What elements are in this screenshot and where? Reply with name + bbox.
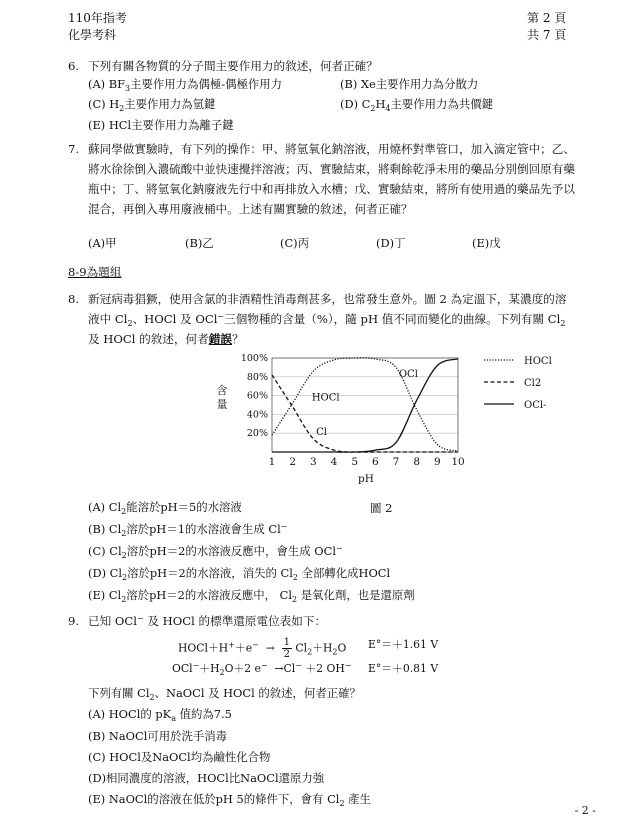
x-axis-label: pH — [358, 473, 374, 485]
label-cl2: Cl — [316, 427, 328, 439]
q7-option-d: (D)丁 — [376, 236, 406, 250]
equation-1-potential: E°＝＋1.61 V — [368, 638, 439, 651]
equation-2: $OCl^-+H_2O+2$ e− →Cl− ＋2 OH− — [172, 661, 352, 677]
legend-label-2: OCl- — [524, 400, 547, 411]
q9-option-c: (C) HOCl及NaOCl均為鹼性化合物 — [88, 750, 271, 764]
q9-option-d: (D)相同濃度的溶液，HOCl比NaOCl還原力強 — [88, 771, 325, 785]
q6-option-e: (E) HCl主要作用力為離子鍵 — [88, 118, 234, 132]
q8-option-d: (D) $Cl_2$溶於pH＝2的水溶液，消失的 $Cl_2$ 全部轉化成HOCl — [88, 566, 391, 582]
page-number: 第 2 頁 — [527, 11, 567, 25]
q9-option-a: (A) HOCl的 $pK_a$ 值約為7.5 — [88, 707, 232, 723]
plot-frame — [272, 358, 458, 452]
q9-ask: 下列有關 $Cl_2$、NaOCl 及 HOCl 的敘述，何者正確？ — [88, 686, 361, 702]
y-tick-label: 20% — [246, 428, 268, 440]
q8-stem: 新冠病毒猖獗，使用含氯的非酒精性消毒劑甚多，也常發生意外。圖 2 為定溫下，某濃度的溶液中 $Cl_2$、HOCl 及 OCl−三個物種的含量（%），隨 pH 值不同而變化的曲線。下列有關 $Cl_2$ 及 HOCl 的敘述，何者錯誤？ — [88, 292, 567, 346]
y-tick-label: 80% — [246, 371, 268, 383]
x-tick-label: 4 — [330, 456, 338, 468]
x-tick-label: 7 — [392, 456, 400, 468]
series-line-ocl — [272, 359, 458, 452]
total-pages: 共 7 頁 — [527, 28, 567, 42]
q6-stem: 下列有關各物質的分子間主要作用力的敘述，何者正確？ — [88, 59, 378, 73]
legend-label-1: Cl2 — [524, 378, 542, 389]
q6-option-a: (A) $BF_3$主要作用力為偶極-偶極作用力 — [88, 77, 283, 93]
equation-2-potential: E°＝＋0.81 V — [368, 662, 439, 675]
q6-option-b: (B) Xe主要作用力為分散力 — [340, 77, 479, 91]
legend-label-0: HOCl — [524, 356, 552, 367]
x-tick-label: 9 — [433, 456, 441, 468]
y-axis-label: 含 — [216, 384, 228, 397]
subject-title: 化學考科 — [68, 28, 117, 42]
species-ph-chart — [210, 350, 552, 500]
y-axis-label: 量 — [216, 398, 228, 411]
q7-option-a: (A)甲 — [88, 236, 117, 250]
x-tick-label: 5 — [351, 456, 359, 468]
y-tick-label: 40% — [246, 409, 268, 421]
q8-option-b: (B) $Cl_2$溶於pH＝1的水溶液會生成 Cl− — [88, 522, 288, 538]
figure-caption: 圖 2 — [370, 501, 393, 515]
label-hocl: HOCl — [311, 392, 340, 404]
q7-stem: 蘇同學做實驗時，有下列的操作：甲、將氫氧化鈉溶液，用燒杯對準管口，加入滴定管中；乙、將水徐徐倒入濃硫酸中並快速攪拌溶液；丙、實驗結束，將剩餘乾淨未用的藥品分別倒回原有藥瓶中；丁、將氫氧化鈉廢液先行中和再排放入水槽；戊、實驗結束，將所有使用過的藥品先予以混合，再倒入專用廢液桶中。上述有關實驗的敘述，何者正確？ — [88, 142, 575, 216]
q8-option-e: (E) $Cl_2$溶於pH＝2的水溶液反應中， $Cl_2$ 是氧化劑，也是還原劑 — [88, 588, 415, 604]
equation-1: HOCl＋H+＋e− → 1 2 $Cl_2+H_2O$ — [178, 637, 347, 660]
q7-option-b: (B)乙 — [185, 236, 214, 250]
y-tick-label: 60% — [246, 390, 268, 402]
q6-option-c: (C) $H_2$主要作用力為氫鍵 — [88, 97, 216, 113]
q7-option-e: (E)戊 — [472, 236, 501, 250]
group-label: 8-9為題組 — [68, 265, 122, 279]
wrong-emphasis: 錯誤 — [208, 332, 232, 346]
x-tick-label: 8 — [413, 456, 421, 468]
q9-option-e: (E) NaOCl的溶液在低於pH 5的條件下，會有 $Cl_2$ 產生 — [88, 792, 371, 808]
x-tick-label: 1 — [268, 456, 276, 468]
q6-number: 6. — [68, 59, 80, 73]
q8-number: 8. — [68, 292, 80, 306]
q8-option-a: (A) $Cl_2$能溶於pH＝5的水溶液 — [88, 500, 242, 516]
q9-stem: 已知 OCl− 及 HOCl 的標準還原電位表如下： — [88, 614, 327, 628]
x-tick-label: 6 — [371, 456, 379, 468]
q8-option-c: (C) $Cl_2$溶於pH＝2的水溶液反應中，會生成 OCl− — [88, 544, 343, 560]
q6-option-d: (D) $C_2H_4$主要作用力為共價鍵 — [340, 97, 494, 113]
y-tick-label: 100% — [240, 353, 268, 364]
q7-number: 7. — [68, 142, 80, 156]
q9-number: 9. — [68, 614, 80, 628]
page-footer: - 2 - — [574, 804, 596, 817]
x-tick-label: 10 — [451, 456, 465, 468]
label-ocl: OCl — [398, 368, 418, 380]
series-line-cl2 — [272, 375, 458, 452]
series-line-hocl — [272, 358, 458, 451]
exam-title: 110年指考 — [68, 11, 127, 25]
q7-option-c: (C)丙 — [280, 236, 309, 250]
x-tick-label: 2 — [289, 456, 297, 468]
x-tick-label: 3 — [309, 456, 317, 468]
q9-option-b: (B) NaOCl可用於洗手消毒 — [88, 729, 228, 743]
